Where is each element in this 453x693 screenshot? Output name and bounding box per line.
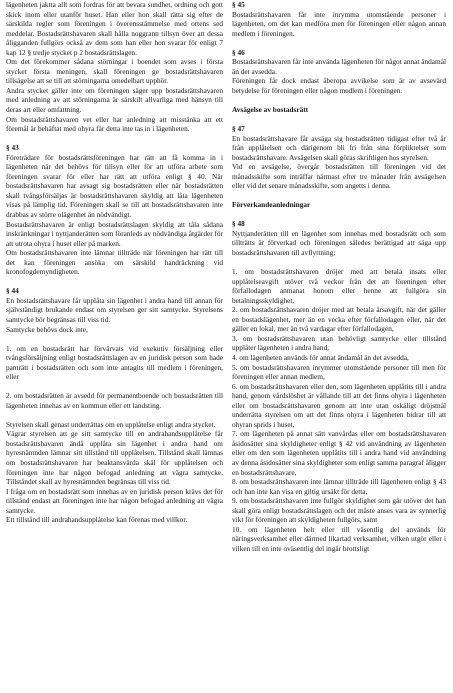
spacer bbox=[6, 134, 223, 144]
spacer bbox=[6, 410, 223, 420]
left-column bbox=[6, 0, 223, 693]
section-heading: § 47 bbox=[232, 123, 245, 133]
paragraph: Styrelsen skall genast underrättas om en upplåtelse enligt andra stycket. bbox=[6, 419, 216, 429]
section-heading: Förverkandeanledningar bbox=[232, 200, 311, 210]
paragraph: Vägrar styrelsen att ge sitt samtycke till en andrahandsupplåtelse får bostadsrättshavaren ändå upplåta sin lägenhet i andra hand om hyresnämnden lämnar sitt tillstånd till upplåtelsen. Tillstånd skall lämnas om bostadsrättshavaren har beaktansvärda skäl för upplåtelsen och föreningen inte har någon befogad anledning att vägra samtycke. Tillståndet skall av hyresnämnden begränsas till viss tid. bbox=[6, 429, 223, 487]
section-heading: § 44 bbox=[6, 286, 19, 296]
section-heading: § 46 bbox=[232, 47, 245, 57]
paragraph: Samtycke behövs dock inte, bbox=[6, 324, 88, 334]
paragraph: Om det förekommer sådana störningar i boendet som avses i första stycket första meningen, skall föreningen ge bostadsrättshavaren tillsägelse att se till att störningarna omedelbart upphör. bbox=[6, 57, 223, 86]
paragraph: Om bostadsrättshavaren inte lämnar tillträde när föreningen har rätt till det kan föreningen ansöka om särskild handräckning vid kronofogdemyndigheten. bbox=[6, 248, 223, 277]
spacer bbox=[232, 210, 446, 220]
section-heading: Avsägelse av bostadsrätt bbox=[232, 104, 309, 114]
paragraph: 9. om bostadsrättshavaren inte fullgör skyldighet som går utöver det han skall göra enligt bostadsrättslagen och det måste anses vara av synnerlig vikt för föreningen att skyldigheten fullgörs, samt bbox=[232, 496, 446, 525]
section-heading: § 43 bbox=[6, 143, 19, 153]
paragraph: Andra stycket gäller inte om föreningen säger upp bostadsrättshavaren med anledning av att störningarna är särskilt allvarliga med hänsyn till deras art eller omfattning. bbox=[6, 85, 223, 115]
paragraph: Föreningen får dock endast åberopa avvikelse som är av avsevärd betydelse för föreningen eller någon medlem i föreningen. bbox=[232, 76, 446, 95]
paragraph: 10. om lägenheten helt eller till väsentlig del används för näringsverksamhet eller därmed likartad verksamhet, vilken utgör eller i vilken till en inte oväsentlig del ingår brottsligt bbox=[232, 524, 446, 553]
paragraph: 6. om bostadsrättshavaren eller den, som lägenheten upplåtits till i andra hand, genom vårdslöshet är vållande till att det finns ohyra i lägenheten eller om bostadsrättshavaren genom att inte utan oskäligt dröjsmål underrätta styrelsen om att det finns ohyra i lägenheten bidrar till att ohyran sprids i huset, bbox=[232, 381, 446, 429]
paragraph: 3. om bostadsrättshavaren utan behövligt samtycke eller tillstånd upplåter lägenheten i andra hand, bbox=[232, 333, 446, 353]
paragraph: 1. om en bostadsrätt har förvärvats vid exekutiv försäljning eller tvångsförsäljning enligt bostadsrättslagen av en juridisk person som hade panträtt i bostadsrätten och som inte antagits till medlem i föreningen, eller bbox=[6, 343, 223, 382]
section-heading: § 45 bbox=[232, 0, 245, 9]
paragraph: 2. om bostadsrättshavaren dröjer med att betala årsavgift, när det gäller en bostadslägenhet, mer än en vecka efter förfallodagen eller, när det gäller en lokal, mer än två vardagar efter förfallodagen, bbox=[232, 305, 446, 334]
paragraph: lägenheten jaktta allt som fordras för att bevara sundhet, ordning och gott skick inom eller utanför huset. Han eller hon skall rätta sig efter de särskilda regler som föreningen i överensstämmelse med ortens sed meddelar. Bostadsrättshavaren skall hålla noggrann tillsyn över att dessa åligganden fullgörs också av dem som han eller hon svarar för enligt 7 kap 12 § tredje stycket p 2 bostadsrättslagen. bbox=[6, 0, 223, 57]
paragraph: Vid en avsägelse, övergår bostadsrätten till föreningen vid det månadsskifte som inträffar närmast efter tre månader från avsägelsen eller vid det senare månadsskifte, som angetts i denna. bbox=[232, 162, 446, 191]
spacer bbox=[232, 258, 446, 268]
paragraph: 4. om lägenheten används för annat ändamål än det avsedda, bbox=[232, 352, 409, 362]
spacer bbox=[6, 277, 223, 287]
paragraph: Bostadsrättshavaren får inte inrymma utomstående personer i lägenheten, om det kan medföra men för föreningen eller någon annan medlem i föreningen. bbox=[232, 9, 446, 38]
section-heading: § 48 bbox=[232, 219, 245, 229]
right-column bbox=[232, 0, 446, 693]
paragraph: Bostadsrättshavaren får inte använda lägenheten för något annat ändamål än det avsedda. bbox=[232, 57, 446, 76]
spacer bbox=[232, 38, 446, 48]
paragraph: En bostadsrättshavare får upplåta sin lägenhet i andra hand till annan för självständigt brukande endast om styrelsen ger sitt samtycke. Styrelsens samtycke bör begränsas till viss tid. bbox=[6, 295, 223, 324]
spacer bbox=[6, 382, 223, 392]
paragraph: 2. om bostadsrätten är avsedd för permanentboende och bostadsrätten till lägenheten innehas av en kommun eller ett landsting. bbox=[6, 391, 223, 410]
paragraph: Ett tillstånd till andrahandsupplåtelse kan förenas med villkor. bbox=[6, 515, 188, 525]
paragraph: Bostadsrättshavaren är enligt bostadsrättslagen skyldig att tåla sådana inskränkningar i nyttjanderätten som föranleds av nödvändiga åtgärder för att utrota ohyra i huset eller på marken. bbox=[6, 219, 223, 248]
paragraph: Om bostadsrättshavaren vet eller har anledning att misstänka att ett föremål är behäftat med ohyra får detta inte tas in i lägenheten. bbox=[6, 114, 223, 134]
paragraph: 5. om bostadsrättshavaren inrymmer utomstående personer till men för föreningen eller annan medlem, bbox=[232, 362, 446, 382]
paragraph: Nyttjanderätten till en lägenhet som innehas med bostadsrätt och som tillträtts är förverkad och föreningen således berättigad att säga upp bostadsrättshavaren till avflyttning; bbox=[232, 228, 446, 257]
paragraph: En bostadsrättshavare får avsäga sig bostadsrätten tidigast efter två år från upplåtelsen och därigenom bli fri från sina förpliktelser som bostadsrättshavare. Avsägelsen skall göras skriftligen hos styrelsen. bbox=[232, 133, 446, 162]
paragraph: Företrädare för bostadsrättsföreningen har rätt att få komma in i lägenheten när det behövs för tillsyn eller för att utföra arbete som föreningen svarar för eller har rätt att utföra enligt § 40. När bostadsrättshavaren har avsagt sig bostadsrätten eller när bostadsrätten skall tvångsförsäljas är bostadsrättshavaren skyldig att låta lägenheten visas på lämplig tid. Föreningen skall se till att bostadsrättshavaren inte drabbas av större olägenhet än nödvändigt. bbox=[6, 152, 223, 219]
paragraph: 1. om bostadsrättshavaren dröjer med att betala insats eller upplåtelseavgift utöver två veckor från det att föreningen efter förfallodagen anmanat honom eller henne att fullgöra sin betalningsskyldighet, bbox=[232, 267, 446, 305]
spacer bbox=[6, 334, 223, 344]
spacer bbox=[232, 95, 446, 105]
paragraph: 7. om lägenheten på annat sätt vanvårdas eller om bostadsrättshavaren åsidosätter sina skyldigheter enligt § 42 vid användning av lägenheten eller om den som lägenheten upplåtits till i andra hand vid användning av denna åsidosätter sina skyldigheter som enligt samma paragraf åligger en bostadsrättshavare, bbox=[232, 429, 446, 477]
spacer bbox=[232, 114, 446, 124]
paragraph: I fråga om en bostadsrätt som innehas av en juridisk person krävs det för tillstånd endast att föreningen inte har någon befogad anledning att vägra samtycke. bbox=[6, 486, 223, 515]
paragraph: 8. om bostadsrättshavaren inte lämnar tillträde till lägenheten enligt § 43 och han inte kan visa en giltig ursäkt för detta, bbox=[232, 477, 446, 496]
spacer bbox=[232, 191, 446, 201]
